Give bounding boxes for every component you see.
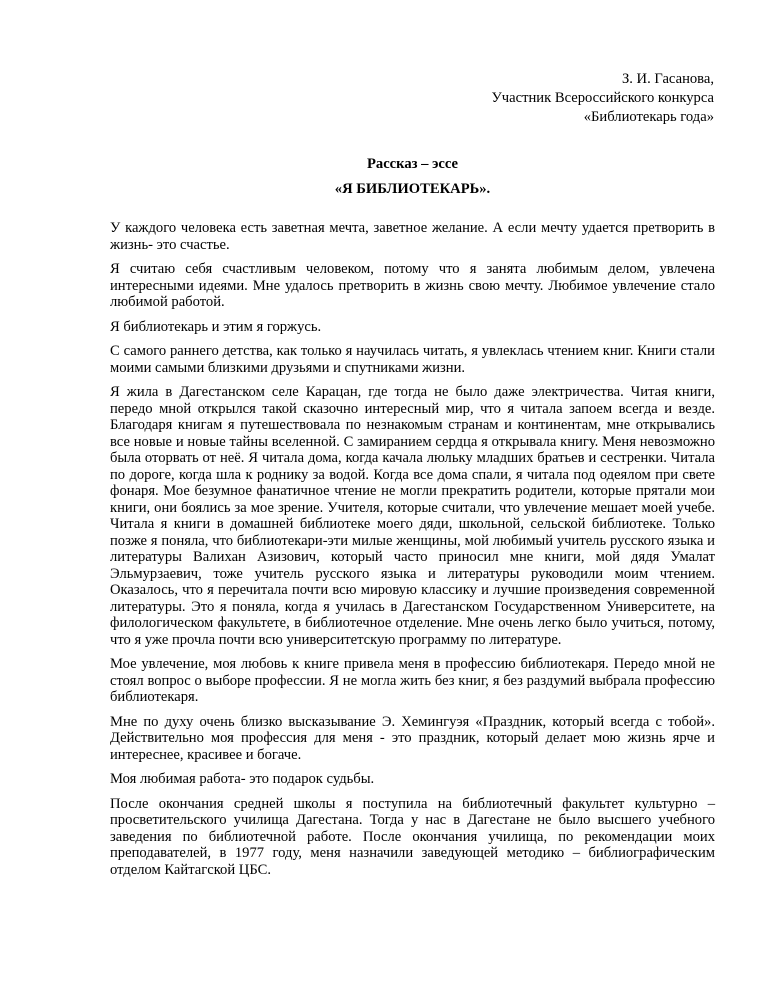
essay-heading — [110, 152, 715, 202]
author-contest: «Библиотекарь года» — [583, 109, 714, 125]
paragraph: Моя любимая работа- это подарок судьбы. — [110, 771, 375, 787]
paragraph: С самого раннего детства, как только я научилась читать, я увлеклась чтением книг. Книги стали моими самыми близкими друзьями и спутниками жизни. — [110, 343, 715, 376]
author-block — [491, 70, 714, 127]
essay-title: «Я БИБЛИОТЕКАРЬ». — [334, 181, 491, 197]
paragraph: Я библиотекарь и этим я горжусь. — [110, 318, 322, 335]
paragraph: Мне по духу очень близко высказывание Э. Хемингуэя «Праздник, который всегда с тобой». Действительно моя профессия для меня - это праздник, который делает мою жизнь ярче и интереснее, красивее и богаче. — [110, 713, 715, 763]
author-name: З. И. Гасанова, — [621, 71, 714, 87]
paragraph: Я жила в Дагестанском селе Карацан, где тогда не было даже электричества. Читая книги, передо мной открылся такой сказочно интересный мир, что я читала запоем всегда и везде. Благодаря книгам я путешествовала по незнакомым странам и континентам, мне открывались все новые и новые тайны вселенной. С замиранием сердца я открывала книгу. Меня невозможно была оторвать от неё. Я читала дома, когда качала люльку младших братьев и сестренки. Читала по дороге, когда шла к роднику за водой. Когда все дома спали, я читала под одеялом при свете фонаря. Мое безумное фанатичное чтение не могли прекратить родители, которые прятали мои книги, они боялись за мое зрение. Учителя, которые считали, что увлечение мешает моей учебе. Читала я книги в домашней библиотеке моего дяди, школьной, сельской библиотеке. Только позже я поняла, что библиотекари-эти милые женщины, мой любимый учитель русского языка и литературы Валихан Азизович, который часто приносил мне книги, мой дядя Умалат Эльмурзаевич, тоже учитель русского языка и литературы руководили моим чтением. Оказалось, что я перечитала почти всю мировую классику и лучшие произведения современной литературы. Это я поняла, когда я училась в Дагестанском Государственном Университете, на филологическом факультете, в библиотечное отделение. Мне очень легко было учиться, потому, что я уже прочла почти всю университетскую программу по литературе. — [110, 384, 715, 648]
paragraph: После окончания средней школы я поступила на библиотечный факультет культурно – просветительского училища Дагестана. Тогда у нас в Дагестане не было высшего учебного заведения по библиотечной работе. После окончания училища, по рекомендации моих преподавателей, в 1977 году, меня назначили заведующей методико – библиографическим отделом Кайтагской ЦБС. — [110, 795, 715, 878]
paragraph: Мое увлечение, моя любовь к книге привела меня в профессию библиотекаря. Передо мной не стоял вопрос о выборе профессии. Я не могла жить без книг, я без раздумий выбрала профессию библиотекаря. — [110, 656, 715, 705]
essay-genre: Рассказ – эссе — [366, 156, 459, 172]
essay-body — [110, 220, 715, 886]
author-role: Участник Всероссийского конкурса — [491, 90, 714, 106]
paragraph: У каждого человека есть заветная мечта, заветное желание. А если мечту удается претворить в жизнь- это счастье. — [110, 220, 715, 253]
paragraph: Я считаю себя счастливым человеком, потому что я занята любимым делом, увлечена интересными идеями. Мне удалось претворить в жизнь свою мечту. Любимое увлечение стало любимой работой. — [110, 261, 715, 310]
